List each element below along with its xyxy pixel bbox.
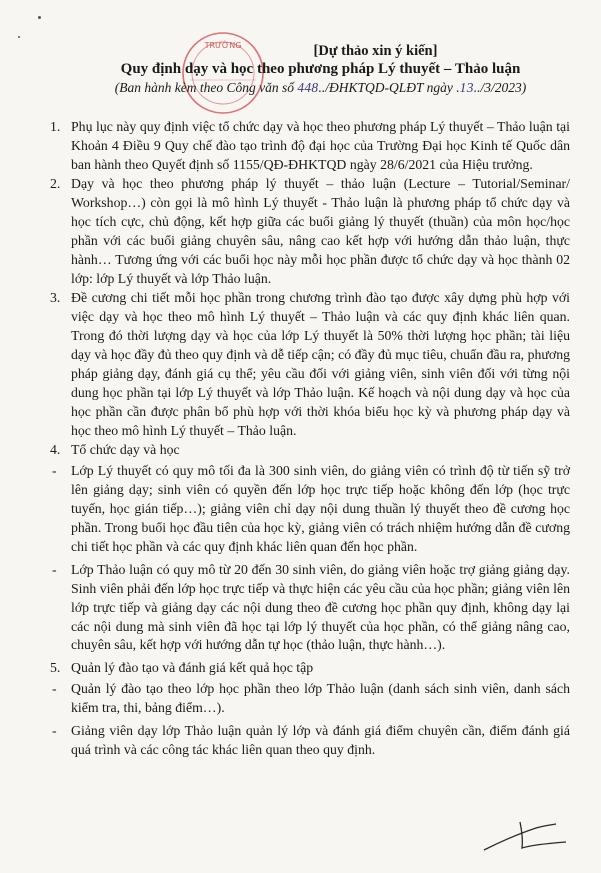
sub-item-text: Lớp Lý thuyết có quy mô tối đa là 300 sinh viên, do giảng viên có trình độ từ tiến sỹ trở lên giảng dạy; sinh viên có quyền đến lớp học trực tiếp hoặc không đến lớp (học trực tuyến, học gián tiếp…); giảng viên chỉ dạy nội dung thuần lý thuyết theo đề cương học phần. Trong buổi học đầu tiên của học kỳ, giảng viên có trách nhiệm hướng dẫn đề cương chi tiết học phần và các quy định khác liên quan đến học phần. — [71, 463, 570, 554]
document-title: Quy định dạy và học theo phương pháp Lý thuyết – Thảo luận — [120, 61, 521, 77]
issued-line — [0, 79, 601, 96]
item-text: Dạy và học theo phương pháp lý thuyết – thảo luận (Lecture – Tutorial/Seminar/ Workshop…) còn gọi là mô hình Lý thuyết - Thảo luận là phương pháp tổ chức dạy và học tích cực, chủ động, kết hợp giữa các buổi giảng lý thuyết (thuần) của môn học/học phần với các buổi giảng chuyên sâu, nâng cao kết hợp với hướng dẫn thảo luận, thực hành… Tương ứng với các buổi học này mỗi học phần được tổ chức dạy và học thành 02 lớp: lớp Lý thuyết và lớp Thảo luận. — [71, 176, 570, 286]
sub-item — [50, 680, 570, 718]
speck-mark — [18, 36, 20, 38]
document-body — [50, 118, 570, 764]
list-item — [50, 175, 570, 288]
list-item — [50, 118, 570, 175]
issued-suffix: ../3/2023) — [473, 80, 527, 95]
item-number: 3. — [50, 290, 61, 306]
dash-bullet: - — [52, 561, 57, 577]
stamp-text: TRƯỜNG — [204, 41, 242, 50]
sub-item — [50, 722, 570, 760]
section-heading — [50, 441, 570, 460]
draft-label: [Dự thảo xin ý kiến] — [313, 43, 438, 59]
issued-mid: ../ĐHKTQD-QLĐT ngày . — [318, 80, 460, 95]
sub-item-text: Lớp Thảo luận có quy mô từ 20 đến 30 sinh viên, do giảng viên hoặc trợ giảng giảng dạy. Sinh viên phải đến lớp học trực tiếp và thực hiện các yêu cầu của học phần; giảng viên lên lớp trực tiếp và giảng dạy các nội dung theo đề cương học phần quy định, không dạy lại các nội dung mà sinh viên đã học tại lớp lý thuyết của học phần, có thể giảng nâng cao, chuyên sâu, kết hợp với hướng dẫn tự học (thảo luận, thực hành…). — [71, 561, 570, 653]
dash-bullet: - — [52, 723, 57, 739]
sub-item-text: Giảng viên dạy lớp Thảo luận quản lý lớp và đánh giá điểm chuyên cần, điểm đánh giá quá trình và các công tác khác liên quan theo quy định. — [71, 723, 570, 757]
section-title: Tổ chức dạy và học — [71, 442, 180, 458]
section-title: Quản lý đào tạo và đánh giá kết quả học tập — [71, 660, 314, 676]
speck-mark — [38, 16, 41, 19]
dash-bullet: - — [52, 463, 57, 479]
item-number: 1. — [50, 119, 61, 134]
doc-day: 13 — [459, 80, 474, 95]
item-text: Phụ lục này quy định việc tổ chức dạy và học theo phương pháp Lý thuyết – Thảo luận tại Khoản 4 Điều 9 Quy chế đào tạo trình độ đại học của Trường Đại học Kinh tế Quốc dân ban hành theo Quyết định số 1155/QĐ-ĐHKTQD ngày 28/6/2021 của Hiệu trưởng. — [71, 119, 570, 172]
section-heading — [50, 659, 570, 678]
section-number: 4. — [50, 442, 61, 458]
list-item — [50, 289, 570, 440]
doc-number: 448 — [297, 80, 319, 95]
sub-item — [50, 462, 570, 557]
item-number: 2. — [50, 176, 61, 192]
signature-mark — [480, 816, 570, 861]
dash-bullet: - — [52, 681, 57, 697]
sub-item-text: Quản lý đào tạo theo lớp học phần theo lớp Thảo luận (danh sách sinh viên, danh sách kiểm tra, thi, bảng điểm…). — [71, 681, 570, 716]
sub-item — [50, 561, 570, 656]
document-header — [0, 42, 601, 96]
section-number: 5. — [50, 660, 61, 676]
issued-prefix: (Ban hành kèm theo Công văn số — [114, 80, 298, 95]
item-text: Đề cương chi tiết mỗi học phần trong chương trình đào tạo được xây dựng phù hợp với việc dạy và học theo mô hình Lý thuyết – Thảo luận và các quy định khác liên quan. Trong đó thời lượng dạy và học của lớp Lý thuyết là 50% thời lượng học phần; tài liệu dạy và học đầy đủ theo quy định và dễ tiếp cận; có đầy đủ mục tiêu, chuẩn đầu ra, phương pháp giảng dạy, đánh giá cụ thể; yêu cầu đối với giảng viên, sinh viên đối với từng nội dung học phần tại lớp Lý thuyết và lớp Thảo luận. Kế hoạch và nội dung dạy và học của học phần cần được phân bổ phù hợp với thời khóa biểu học kỳ và phương pháp dạy và học theo mô hình Lý thuyết – Thảo luận. — [71, 290, 570, 438]
